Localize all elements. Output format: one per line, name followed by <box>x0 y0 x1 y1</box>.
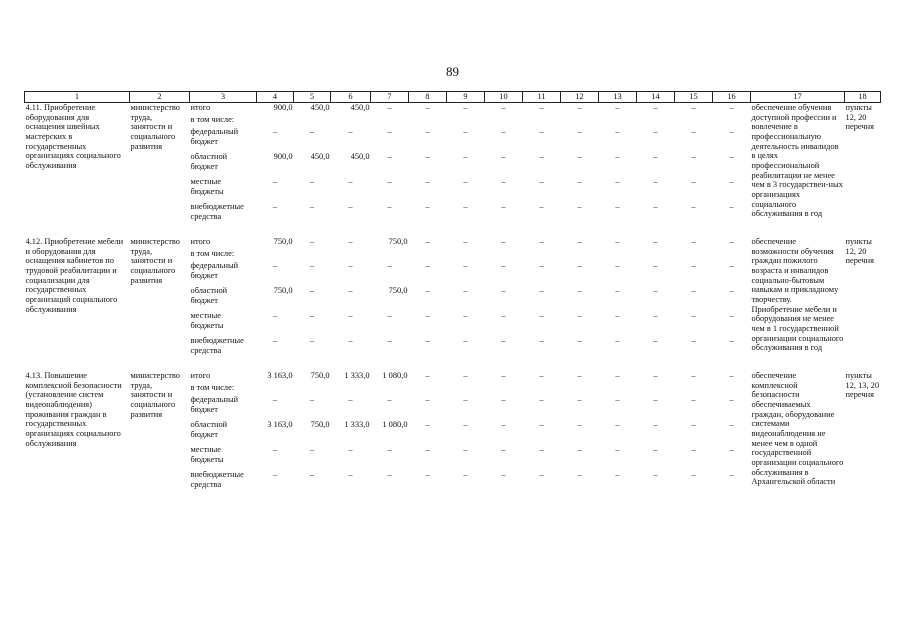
funding-source-label: внебюджетные средства <box>190 336 244 355</box>
amount-cell: – <box>501 395 506 404</box>
amount-cell: – <box>615 395 620 404</box>
empty-cell <box>294 115 331 127</box>
reference-cell: пункты 12, 20 перечня <box>845 103 874 132</box>
expected-result-cell: обеспечение обучения доступной профессии и вовлечение в профессиональную деятельность инвалидов в целях профессиональной реабилитации не менее чем в 3 государствен-ных организациях социального обслуживания в год <box>751 103 843 219</box>
amount-cell: – <box>577 237 582 246</box>
amount-cell: – <box>615 286 620 295</box>
amount-cell: – <box>539 470 544 479</box>
amount-cell: 3 163,0 <box>267 420 293 429</box>
amount-cell: – <box>425 261 430 270</box>
amount-cell: – <box>425 127 430 136</box>
amount-cell: – <box>463 311 468 320</box>
column-number-cell: 4 <box>257 92 294 103</box>
column-number-cell: 2 <box>130 92 190 103</box>
empty-cell <box>599 383 637 395</box>
amount-cell: – <box>729 420 734 429</box>
amount-cell: – <box>653 237 658 246</box>
empty-cell <box>331 249 371 261</box>
amount-cell: – <box>387 152 392 161</box>
amount-cell: – <box>729 395 734 404</box>
amount-cell: – <box>615 311 620 320</box>
amount-cell: – <box>463 261 468 270</box>
amount-cell: – <box>539 336 544 345</box>
amount-cell: 750,0 <box>273 286 293 295</box>
amount-cell: – <box>577 395 582 404</box>
column-number-cell: 18 <box>845 92 881 103</box>
amount-cell: – <box>501 202 506 211</box>
amount-cell: – <box>653 445 658 454</box>
amount-cell: – <box>387 311 392 320</box>
amount-cell: – <box>387 103 392 112</box>
spacer-cell <box>25 361 881 371</box>
spacer-cell <box>25 227 881 237</box>
amount-cell: – <box>463 152 468 161</box>
amount-cell: – <box>348 470 353 479</box>
event-name-cell: 4.12. Приобретение мебели и оборудования для оснащения кабинетов по трудовой реабилитации и социализации для государственных организаций социального обслуживания <box>25 237 124 314</box>
funding-source-label: местные бюджеты <box>190 177 224 196</box>
empty-cell <box>257 115 294 127</box>
amount-cell: – <box>501 103 506 112</box>
amount-cell: – <box>463 286 468 295</box>
amount-cell: – <box>577 152 582 161</box>
amount-cell: 750,0 <box>273 237 293 246</box>
amount-cell: 1 333,0 <box>344 420 370 429</box>
event-name-cell: 4.13. Повышение комплексной безопасности (установление систем видеонаблюдения) проживания граждан в государственных организациях социального обслуживания <box>25 371 122 448</box>
empty-cell <box>371 249 409 261</box>
funding-source-label: в том числе: <box>190 383 235 392</box>
column-number-cell: 5 <box>294 92 331 103</box>
executor-cell: министерство труда, занятости и социального развития <box>130 237 180 285</box>
amount-cell: – <box>729 152 734 161</box>
amount-cell: – <box>577 420 582 429</box>
amount-cell: – <box>729 336 734 345</box>
amount-cell: – <box>348 177 353 186</box>
executor-cell: министерство труда, занятости и социального развития <box>130 103 180 151</box>
amount-cell: – <box>729 202 734 211</box>
expected-result-cell: обеспечение возможности обучения граждан пожилого возраста и инвалидов социально-бытовым навыкам и прикладному творчеству. Приобретение мебели и оборудования не менее чем в 1 государственной организации социального обслуживания в год <box>751 237 844 353</box>
empty-cell <box>637 383 675 395</box>
amount-cell: – <box>577 445 582 454</box>
amount-cell: – <box>615 470 620 479</box>
amount-cell: – <box>348 237 353 246</box>
amount-cell: – <box>653 127 658 136</box>
amount-cell: – <box>425 470 430 479</box>
column-number-cell: 13 <box>599 92 637 103</box>
amount-cell: – <box>463 103 468 112</box>
amount-cell: – <box>501 336 506 345</box>
amount-cell: – <box>691 470 696 479</box>
amount-cell: – <box>691 237 696 246</box>
funding-source-label: итого <box>190 237 211 246</box>
amount-cell: – <box>653 336 658 345</box>
empty-cell <box>294 383 331 395</box>
column-number-cell: 8 <box>409 92 447 103</box>
amount-cell: – <box>615 152 620 161</box>
amount-cell: – <box>309 395 315 404</box>
amount-cell: – <box>729 261 734 270</box>
amount-cell: 450,0 <box>310 152 330 161</box>
amount-cell: – <box>463 445 468 454</box>
amount-cell: – <box>653 103 658 112</box>
amount-cell: – <box>348 395 353 404</box>
amount-cell: – <box>539 311 544 320</box>
amount-cell: – <box>653 202 658 211</box>
amount-cell: – <box>539 286 544 295</box>
amount-cell: – <box>501 286 506 295</box>
funding-source-label: внебюджетные средства <box>190 202 244 221</box>
amount-cell: – <box>272 311 278 320</box>
amount-cell: – <box>348 127 353 136</box>
funding-source-label: областной бюджет <box>190 152 228 171</box>
amount-cell: – <box>501 237 506 246</box>
amount-cell: – <box>309 311 315 320</box>
amount-cell: – <box>539 103 544 112</box>
amount-cell: – <box>463 177 468 186</box>
amount-cell: – <box>577 202 582 211</box>
amount-cell: – <box>425 237 430 246</box>
amount-cell: – <box>309 177 315 186</box>
amount-cell: – <box>348 311 353 320</box>
amount-cell: – <box>729 177 734 186</box>
amount-cell: – <box>309 445 315 454</box>
amount-cell: – <box>272 127 278 136</box>
amount-cell: – <box>309 127 315 136</box>
amount-cell: – <box>729 127 734 136</box>
amount-cell: – <box>425 371 430 380</box>
amount-cell: – <box>309 202 315 211</box>
amount-cell: – <box>309 261 315 270</box>
amount-cell: 750,0 <box>388 237 408 246</box>
amount-cell: – <box>348 445 353 454</box>
amount-cell: – <box>348 202 353 211</box>
column-number-cell: 3 <box>190 92 257 103</box>
empty-cell <box>331 115 371 127</box>
amount-cell: – <box>539 420 544 429</box>
amount-cell: – <box>691 152 696 161</box>
amount-cell: – <box>615 420 620 429</box>
funding-source-label: в том числе: <box>190 115 235 124</box>
empty-cell <box>713 249 751 261</box>
table-body <box>25 103 881 496</box>
amount-cell: – <box>272 177 278 186</box>
funding-source-label: федеральный бюджет <box>190 127 239 146</box>
funding-source-label: областной бюджет <box>190 286 228 305</box>
row-spacer <box>25 227 881 237</box>
empty-cell <box>599 249 637 261</box>
amount-cell: – <box>309 470 315 479</box>
amount-cell: – <box>729 311 734 320</box>
amount-cell: – <box>425 420 430 429</box>
column-number-cell: 16 <box>713 92 751 103</box>
amount-cell: – <box>653 152 658 161</box>
amount-cell: – <box>425 177 430 186</box>
amount-cell: – <box>348 336 353 345</box>
funding-source-label: федеральный бюджет <box>190 395 239 414</box>
amount-cell: 1 333,0 <box>344 371 370 380</box>
empty-cell <box>331 383 371 395</box>
amount-cell: – <box>615 202 620 211</box>
table-row <box>25 237 881 249</box>
amount-cell: – <box>539 202 544 211</box>
amount-cell: – <box>501 470 506 479</box>
empty-cell <box>371 383 409 395</box>
amount-cell: 450,0 <box>350 103 370 112</box>
funding-source-label: итого <box>190 371 211 380</box>
amount-cell: – <box>272 445 278 454</box>
amount-cell: – <box>425 395 430 404</box>
amount-cell: – <box>653 261 658 270</box>
amount-cell: – <box>577 261 582 270</box>
funding-source-label: областной бюджет <box>190 420 228 439</box>
amount-cell: – <box>463 371 468 380</box>
amount-cell: 900,0 <box>273 152 293 161</box>
amount-cell: – <box>501 177 506 186</box>
amount-cell: – <box>691 311 696 320</box>
empty-cell <box>257 249 294 261</box>
amount-cell: – <box>653 177 658 186</box>
amount-cell: – <box>691 177 696 186</box>
funding-source-label: в том числе: <box>190 249 235 258</box>
empty-cell <box>447 383 485 395</box>
amount-cell: – <box>653 470 658 479</box>
empty-cell <box>561 115 599 127</box>
funding-source-label: федеральный бюджет <box>190 261 239 280</box>
column-number-cell: 14 <box>637 92 675 103</box>
amount-cell: – <box>501 311 506 320</box>
empty-cell <box>294 249 331 261</box>
amount-cell: – <box>615 103 620 112</box>
amount-cell: – <box>501 127 506 136</box>
empty-cell <box>637 115 675 127</box>
amount-cell: – <box>501 445 506 454</box>
empty-cell <box>409 115 447 127</box>
amount-cell: – <box>653 311 658 320</box>
amount-cell: – <box>425 152 430 161</box>
amount-cell: – <box>272 395 278 404</box>
amount-cell: – <box>691 286 696 295</box>
amount-cell: – <box>615 371 620 380</box>
empty-cell <box>257 383 294 395</box>
empty-cell <box>485 383 523 395</box>
empty-cell <box>713 115 751 127</box>
amount-cell: – <box>577 103 582 112</box>
amount-cell: – <box>615 127 620 136</box>
empty-cell <box>447 249 485 261</box>
amount-cell: – <box>653 420 658 429</box>
amount-cell: – <box>539 152 544 161</box>
amount-cell: – <box>691 420 696 429</box>
amount-cell: 750,0 <box>310 420 330 429</box>
table-row <box>25 371 881 383</box>
empty-cell <box>523 115 561 127</box>
amount-cell: – <box>577 311 582 320</box>
column-number-cell: 6 <box>331 92 371 103</box>
empty-cell <box>409 383 447 395</box>
amount-cell: – <box>615 261 620 270</box>
column-number-cell: 1 <box>25 92 130 103</box>
amount-cell: – <box>729 371 734 380</box>
amount-cell: – <box>387 127 392 136</box>
row-spacer <box>25 361 881 371</box>
amount-cell: – <box>387 202 392 211</box>
amount-cell: – <box>729 286 734 295</box>
amount-cell: – <box>691 103 696 112</box>
amount-cell: – <box>653 371 658 380</box>
amount-cell: – <box>539 237 544 246</box>
column-number-cell: 17 <box>751 92 845 103</box>
amount-cell: – <box>729 470 734 479</box>
amount-cell: – <box>691 336 696 345</box>
amount-cell: – <box>729 445 734 454</box>
amount-cell: – <box>577 286 582 295</box>
amount-cell: – <box>387 177 392 186</box>
amount-cell: – <box>309 286 315 295</box>
amount-cell: – <box>387 395 392 404</box>
amount-cell: – <box>463 470 468 479</box>
amount-cell: – <box>615 237 620 246</box>
amount-cell: – <box>272 470 278 479</box>
amount-cell: – <box>501 152 506 161</box>
empty-cell <box>675 383 713 395</box>
amount-cell: – <box>691 261 696 270</box>
amount-cell: – <box>463 237 468 246</box>
amount-cell: – <box>691 371 696 380</box>
executor-cell: министерство труда, занятости и социального развития <box>130 371 180 419</box>
amount-cell: – <box>348 261 353 270</box>
amount-cell: – <box>272 202 278 211</box>
amount-cell: – <box>463 395 468 404</box>
amount-cell: – <box>309 336 315 345</box>
table-row <box>25 103 881 116</box>
empty-cell <box>637 249 675 261</box>
amount-cell: – <box>577 470 582 479</box>
amount-cell: 750,0 <box>310 371 330 380</box>
amount-cell: – <box>539 445 544 454</box>
amount-cell: 450,0 <box>310 103 330 112</box>
amount-cell: – <box>425 202 430 211</box>
amount-cell: – <box>577 127 582 136</box>
expected-result-cell: обеспечение комплексной безопасности обеспечиваемых граждан, оборудование системами видеонаблюдения не менее чем в одной государственной организации социального обслуживания в Архангельской области <box>751 371 844 487</box>
amount-cell: – <box>387 261 392 270</box>
amount-cell: – <box>577 336 582 345</box>
reference-cell: пункты 12, 13, 20 перечня <box>845 371 879 400</box>
amount-cell: – <box>272 261 278 270</box>
amount-cell: – <box>691 395 696 404</box>
column-number-header-row <box>25 92 881 103</box>
amount-cell: – <box>425 336 430 345</box>
empty-cell <box>485 249 523 261</box>
amount-cell: – <box>348 286 353 295</box>
amount-cell: – <box>387 470 392 479</box>
empty-cell <box>713 383 751 395</box>
amount-cell: – <box>615 445 620 454</box>
amount-cell: – <box>463 420 468 429</box>
amount-cell: 750,0 <box>388 286 408 295</box>
amount-cell: – <box>653 395 658 404</box>
amount-cell: – <box>425 445 430 454</box>
amount-cell: 1 080,0 <box>382 371 408 380</box>
amount-cell: – <box>387 336 392 345</box>
amount-cell: – <box>539 395 544 404</box>
amount-cell: – <box>577 177 582 186</box>
amount-cell: 450,0 <box>350 152 370 161</box>
empty-cell <box>675 115 713 127</box>
amount-cell: – <box>691 445 696 454</box>
funding-source-label: итого <box>190 103 211 112</box>
empty-cell <box>523 249 561 261</box>
column-number-cell: 7 <box>371 92 409 103</box>
amount-cell: – <box>425 311 430 320</box>
amount-cell: – <box>463 336 468 345</box>
empty-cell <box>675 249 713 261</box>
empty-cell <box>523 383 561 395</box>
empty-cell <box>561 249 599 261</box>
amount-cell: – <box>539 127 544 136</box>
amount-cell: – <box>463 127 468 136</box>
column-number-cell: 12 <box>561 92 599 103</box>
amount-cell: – <box>501 420 506 429</box>
column-number-cell: 11 <box>523 92 561 103</box>
amount-cell: – <box>425 103 430 112</box>
amount-cell: – <box>539 371 544 380</box>
amount-cell: 1 080,0 <box>382 420 408 429</box>
column-number-cell: 15 <box>675 92 713 103</box>
amount-cell: – <box>501 371 506 380</box>
amount-cell: – <box>539 261 544 270</box>
column-number-cell: 9 <box>447 92 485 103</box>
amount-cell: – <box>653 286 658 295</box>
event-name-cell: 4.11. Приобретение оборудования для оснащения швейных мастерских в государственных организациях социального обслуживания <box>25 103 121 170</box>
amount-cell: 3 163,0 <box>267 371 293 380</box>
amount-cell: – <box>691 127 696 136</box>
funding-source-label: внебюджетные средства <box>190 470 244 489</box>
amount-cell: – <box>729 103 734 112</box>
amount-cell: – <box>577 371 582 380</box>
amount-cell: – <box>272 336 278 345</box>
empty-cell <box>561 383 599 395</box>
program-table <box>24 91 881 495</box>
empty-cell <box>599 115 637 127</box>
amount-cell: – <box>425 286 430 295</box>
funding-source-label: местные бюджеты <box>190 311 224 330</box>
reference-cell: пункты 12, 20 перечня <box>845 237 874 266</box>
amount-cell: – <box>691 202 696 211</box>
amount-cell: – <box>615 177 620 186</box>
amount-cell: 900,0 <box>273 103 293 112</box>
page-number: 89 <box>446 64 459 79</box>
empty-cell <box>485 115 523 127</box>
amount-cell: – <box>729 237 734 246</box>
column-number-cell: 10 <box>485 92 523 103</box>
amount-cell: – <box>309 237 315 246</box>
amount-cell: – <box>539 177 544 186</box>
funding-source-label: местные бюджеты <box>190 445 224 464</box>
empty-cell <box>447 115 485 127</box>
amount-cell: – <box>387 445 392 454</box>
amount-cell: – <box>501 261 506 270</box>
empty-cell <box>371 115 409 127</box>
empty-cell <box>409 249 447 261</box>
amount-cell: – <box>463 202 468 211</box>
amount-cell: – <box>615 336 620 345</box>
